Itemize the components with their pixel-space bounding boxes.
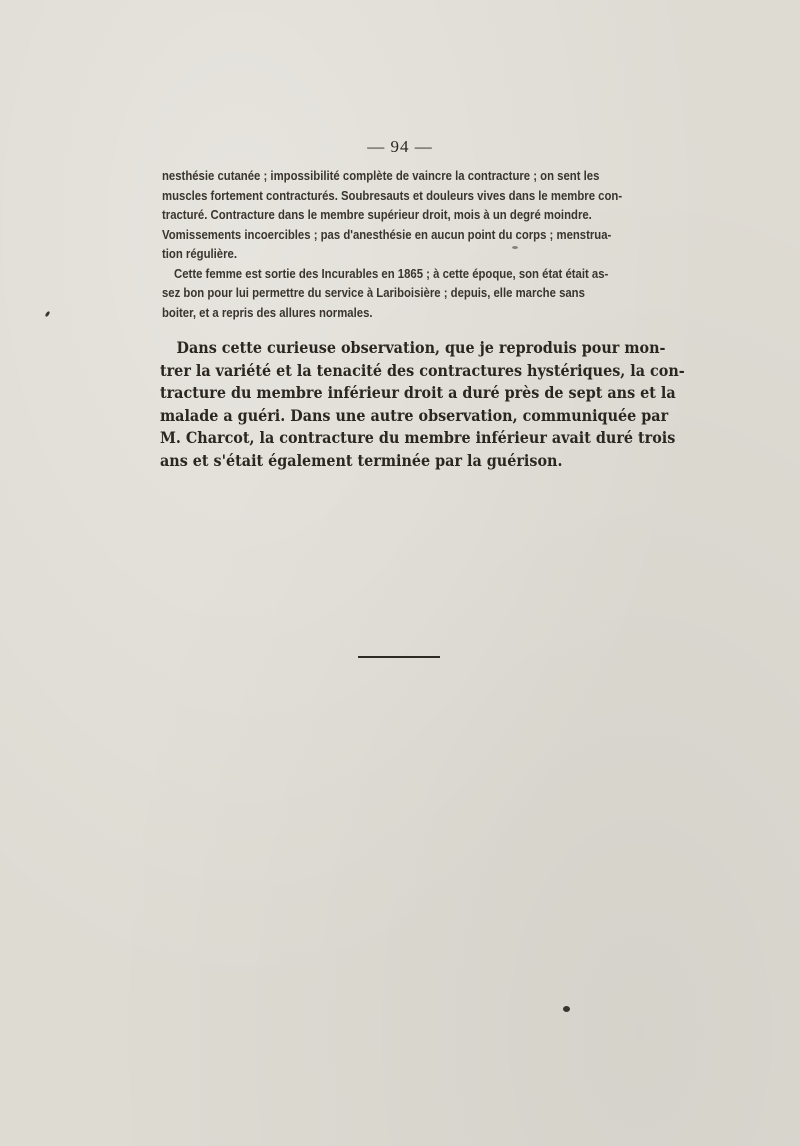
- observation-line: Vomissements incoercibles ; pas d'anesthésie en aucun point du corps ; menstrua-: [162, 226, 612, 242]
- ink-speck: [512, 246, 518, 249]
- commentary-line: tracture du membre inférieur droit a duré près de sept ans et la: [160, 383, 676, 403]
- ink-speck: [45, 311, 51, 318]
- observation-line: tracturé. Contracture dans le membre supérieur droit, mois à un degré moindre.: [162, 207, 592, 222]
- commentary-paragraph: [160, 337, 685, 473]
- observation-line: tion régulière.: [162, 246, 237, 261]
- observation-line: Cette femme est sortie des Incurables en 1865 ; à cette époque, son état était as-: [174, 265, 609, 281]
- observation-line: boiter, et a repris des allures normales.: [162, 304, 373, 320]
- commentary-line: trer la variété et la tenacité des contractures hystériques, la con-: [160, 360, 685, 380]
- observation-line: nesthésie cutanée ; impossibilité complète de vaincre la contracture ; on sent les: [162, 168, 600, 183]
- end-rule: [358, 656, 440, 658]
- observation-line: sez bon pour lui permettre du service à Lariboisière ; depuis, elle marche sans: [162, 285, 585, 300]
- ink-speck: [563, 1006, 570, 1012]
- commentary-line: ans et s'était également terminée par la guérison.: [160, 450, 563, 470]
- observation-text: [162, 166, 623, 322]
- commentary-line: Dans cette curieuse observation, que je reproduis pour mon-: [176, 338, 666, 357]
- observation-line: muscles fortement contracturés. Soubresauts et douleurs vives dans le membre con-: [162, 187, 623, 203]
- commentary-line: malade a guéri. Dans une autre observation, communiquée par: [160, 405, 669, 425]
- page-number: — 94 —: [367, 137, 433, 156]
- observation-paragraph-2: [162, 264, 609, 323]
- commentary-line: M. Charcot, la contracture du membre inférieur avait duré trois: [160, 428, 676, 448]
